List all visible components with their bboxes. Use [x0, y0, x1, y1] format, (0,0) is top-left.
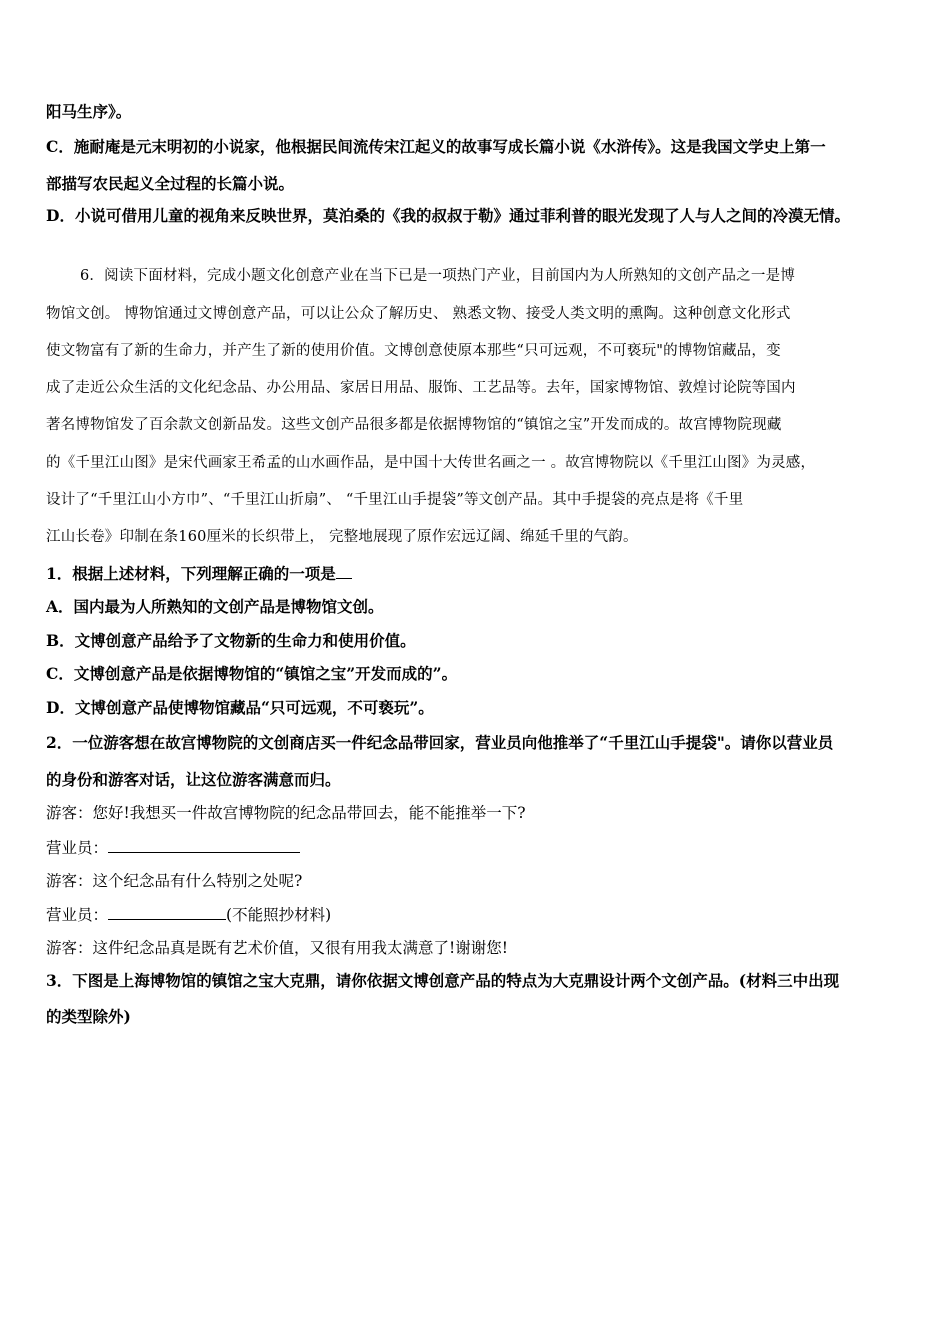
dialogue-visitor-2: 游客：这个纪念品有什么特别之处呢?: [46, 872, 303, 890]
passage-line-4: 成了走近公众生活的文化纪念品、办公用品、家居日用品、服饰、工艺品等。去年，国家博物馆、敦煌讨论院等国内: [46, 380, 796, 396]
passage-line-6: 的《千里江山图》是宋代画家王希孟的山水画作品，是中国十大传世名画之一 。故宫博物院以《千里江山图》为灵感，: [46, 455, 816, 471]
q1-answer-blank[interactable]: [336, 563, 352, 579]
passage-line-3: 使文物富有了新的生命力，并产生了新的使用价值。文博创意使原本那些“只可远观，不可亵玩"的博物馆藏品，变: [46, 343, 781, 359]
dialogue-visitor-3: 游客：这件纪念品真是既有艺术价值，又很有用我太满意了!谢谢您!: [46, 939, 508, 957]
q1-option-b[interactable]: B．文博创意产品给予了文物新的生命力和使用价值。: [46, 631, 416, 650]
prev-option-c-line1: C．施耐庵是元末明初的小说家，他根据民间流传宋江起义的故事写成长篇小说《水浒传》。这是我国文学史上第一: [46, 137, 826, 156]
q2-stem-line2: 的身份和游客对话，让这位游客满意而归。: [46, 770, 341, 789]
prev-option-d: D．小说可借用儿童的视角来反映世界，莫泊桑的《我的叔叔于勒》通过菲利普的眼光发现了人与人之间的冷漠无情。: [46, 206, 850, 225]
q1-stem: [46, 563, 352, 584]
passage-line-8: 江山长卷》印制在条160厘米的长织带上， 完整地展现了原作宏远辽阔、绵延千里的气韵。: [46, 529, 638, 545]
q1-option-c[interactable]: C．文博创意产品是依据博物馆的“镇馆之宝”开发而成的”。: [46, 664, 458, 683]
q2-stem-line1: 2．一位游客想在故宫博物院的文创商店买一件纪念品带回家，营业员向他推举了“千里江山手提袋"。请你以营业员: [46, 733, 834, 752]
dialogue-clerk-2: [46, 904, 331, 925]
passage-line-1: 6．阅读下面材料，完成小题文化创意产业在当下已是一项热门产业，目前国内为人所熟知的文创产品之一是博: [80, 268, 796, 284]
q1-stem-text: 1．根据上述材料，下列理解正确的一项是: [46, 564, 336, 583]
passage-line-2: 物馆文创。 博物馆通过文博创意产品，可以让公众了解历史、 熟悉文物、接受人类文明的熏陶。这种创意文化形式: [46, 306, 791, 322]
passage-line-7: 设计了“千里江山小方巾”、“千里江山折扇”、 “千里江山手提袋”等文创产品。其中手提袋的亮点是将《千里: [46, 492, 744, 508]
prev-option-c-line2: 部描写农民起义全过程的长篇小说。: [46, 174, 295, 193]
q1-option-a[interactable]: A．国内最为人所熟知的文创产品是博物馆文创。: [46, 597, 384, 616]
clerk-1-answer-blank[interactable]: [108, 837, 300, 853]
dialogue-clerk-1: [46, 837, 300, 858]
q3-stem-line1: 3．下图是上海博物馆的镇馆之宝大克鼎，请你依据文博创意产品的特点为大克鼎设计两个文创产品。(材料三中出现: [46, 971, 840, 990]
clerk-2-label: 营业员：: [46, 906, 109, 924]
q1-option-d[interactable]: D．文博创意产品使博物馆藏品“只可远观，不可亵玩”。: [46, 698, 434, 717]
passage-line-5: 著名博物馆发了百余款文创新品发。这些文创产品很多都是依据博物馆的“镇馆之宝”开发而成的。故宫博物院现藏: [46, 417, 782, 433]
dialogue-visitor-1: 游客：您好!我想买一件故宫博物院的纪念品带回去，能不能推举一下?: [46, 804, 526, 822]
prev-question-tail: 阳马生序》。: [46, 102, 132, 121]
clerk-2-answer-blank[interactable]: [108, 904, 226, 920]
q3-stem-line2: 的类型除外): [46, 1007, 131, 1026]
clerk-1-label: 营业员：: [46, 839, 109, 857]
clerk-2-note: (不能照抄材料): [226, 906, 332, 924]
